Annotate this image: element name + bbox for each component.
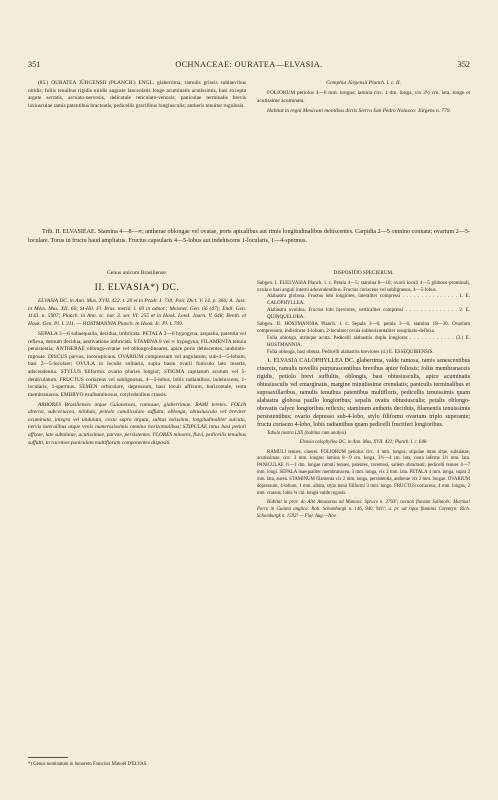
species-1-details: RAMULI tenues, cinerei. FOLIORUM petiolus circ. 4 mm. longus; stipulae intus sitae, subulatae, acutissimae, circ. 3 mm. longae; lamina 8—9 cm. longa, 3½—4 cm. lata, costa inferne 1½ mm. lata. PANICULAE ½—1 dm. longae ramuli tenues, patentes, racemosi, saltem obracteati; pedicelli tenues 4—7 mm. longi. SEPALA inaequaliter membranacea, 3 mm. longa, vix 2 mm. lata. PETALA 4 mm. longa, supra 2 mm. lata, aurea. STAMINUM filamenta vix 2 mm. longa, persistentia, antherae vix 2 mm. longae. OVARIUM depressum, 4-lobum, 1 mm. altum, stylo tenui filiformi 3 mm. longo. FRUCTUS coriaceus, 4 mm. longus, 2 mm. crassus, lobis ¾ cm. longis valde rugosis.: [257, 449, 470, 496]
running-title: OCHNACEAE: OURATEA—ELVASIA.: [175, 60, 323, 69]
key-entry: Alabastra globosa. Fructus lobi longiores, lateraliter compressi . . . . . . . . . . . . . . . 1. E. CALOPHYLLEA.: [267, 294, 470, 307]
page-number-left: 351: [28, 60, 41, 69]
habitat-text: Habitat in regni Mexicani montibus dictis Sierra San Pedro Nolasco: Jürgens n. 779.: [267, 107, 451, 114]
genus-description: SEPALA 3—6 subaequalia, decidua, imbricata. PETALA 3—6 hypogyna, aequalia, patentia vel reflexa, demum decidua, aestivatione imbricata. STAMINA 8 vel ∞ hypogyna; FILAMENTA tenuia persistentia; ANTHERAE oblongo-ovatae vel oblongo-lineares, apice poris dehiscentes, undulato-rugosae. DISCUS parvus, inconspicuus. OVARIUM compressum vel angulatum, sub-4—5-lobum, basi 2—5-loculare; OVULA in loculis solitaria, supra basin ovarii funiculo lato inserta, adscendentia. STYLUS filiformis ovario pluries longior; STIGMA capitatum acutum vel 5-denticulatum. FRUCTUS coriaceus vel sublignosus, 4—5-lobus, lobis radiantibus, indehiscens, 1-locularis, 1-spermus. SEMEN orbiculare, depressum, basi loculi affixum, horizontale, testa membranacea. EMBRYO exalbuminosus, cotyledonibus crassis.: [28, 330, 246, 398]
tribe-elvasieae: Trib. II. ELVASIEAE. Stamina 4—8—∞; antherae oblongae vel ovatae, poris apicalibus aut rimis longitudinalibus dehiscentes. Carpidia 2—5 omnino connata; ovarium 2—5-loculare. Torus in fructu haud ampliatus. Fructus capsularis 4—5-lobus aut indehiscens 1-locularis, 1—4-spermus.: [28, 229, 470, 244]
species-1-habitat: Habitat in prov. do Alto Amazonas ad Manaos: Spruce n. 2793!; necnon fluvium Solimoês: Martius! Porro in Guiana anglica: Rob. Schomburgk n. 146, 940, 941!; a. pr. ad ripas fluminis Corentyn: Rich. Schomburgk n. 1592! — Flor. Aug.—Nov.: [257, 500, 470, 520]
species-85-notes: [257, 80, 470, 118]
running-header: [28, 60, 470, 72]
genus-references: ELVASIA DC. in Ann. Mus. XVII. 422. t. 20 et in Prodr. I. 738; Poir. Dict. V. 14. p. 366; A. Juss. in Mém. Mus. XII. 60; St-Hil. Fl. Bras. merid. I. 69 in adnot.; Meisner. Gen. 66 (47); Endl. Gen. 1143. n. 5907; Planch. in Ann. sc. nat. 3. ser. VI. 255 et in Hook. Lond. Journ. V. 648; Benth. et Hook. Gen. Pl. I. 311. — HOSTMANNIA Planch. in Hook. Ic. Pl. t. 709.: [28, 298, 246, 327]
species-1-synonym: Elvasia calophyllea DC. in Ann. Mus. XVII. 422; Planch. l. c. 648.: [299, 440, 428, 446]
key-entry: Folia oblonga, basi obtusa. Pedicelli alabastris breviores (4.) E. ESSEQUIBENSIS.: [267, 349, 434, 355]
page-number-right: 352: [457, 60, 470, 69]
genus-heading: II. ELVASIA*) DC.: [94, 281, 180, 293]
footnote-rule: [28, 757, 68, 758]
tabula-note: Tabula nostra LXX (habitus cum analysi).: [267, 430, 348, 436]
genus-habit: ARBORES Brasilienses atque Guianenses, ramosae, glaberrimae. RAMI teretes. FOLIA alterna, subcoriacea, nitidula, petiolo canaliculato suffulta, oblonga, obtusiuscula vel breviter acuminata, integra vel undulata, costa supra arguta, subtus latissima, longitudinaliter sulcata, nervis lateralibus atque venis numerosissimis omnino horizontalibus; STIPULAE intus basi petioli affixae, late subulatae, acutissimae, parvae, persistentes. FLORES minores, flavi, pedicellis tenuibus suffulti, in racemos paniculam multifloram componentes dispositi.: [28, 401, 246, 446]
species-85-description: [28, 80, 246, 113]
species-key: [257, 281, 470, 357]
species-column: [257, 270, 470, 523]
foliorum-text: FOLIORUM petiolus 4—6 mm. longus; lamina circ. 1 dm. longa, vix 2½ cm. lata, longe et acutissime acuminata.: [257, 89, 470, 104]
footnote: *) Genus nominatum in honorem Francisci Manoël D'ELVAS.: [28, 762, 148, 767]
species-1-description: 1. ELVASIA CALOPHYLLEA DC. glaberrima, valde ramosa, ramis senescentibus cinereis, ramulis novellis purpurascentibus brevibus apice foliosis; foliis membranaceis rigidis, petiolo brevi suffultis, oblongis, basi obtusiusculis, apice acuminatis obtusiusculis vel emarginatis, margine minutissime crenulatis; paniculis terminalibus et supraaxillaribus, ramulis tenuibus patentibus multifloris, pedicellis tenuissimis quam alabastra globosa paullo longioribus; sepalis ovatis obtusiusculis; petalis oblongo-obovatis calyce longioribus reflexis; staminum antheris deciduis, filamentis tenuissimis persistentibus; ovario depresso sub-4-lobo, stylo filiformi ovarium triplo superante; fructu coriaceo 4-lobo, lobis radiantibus quam pedicelli fructiferi longioribus.: [257, 357, 470, 428]
dispositio-heading: DISPOSITIO SPECIERUM.: [333, 270, 394, 276]
synonym-gomphia: Gomphia Jürgensii Planch. l. c. II.: [326, 80, 401, 86]
genus-subtitle: Genus unicum Brasiliense:: [106, 270, 168, 276]
key-subgenus-2: Subgen. II. HOSTMANNIA Planch. l. c. Sepala 3—6; petala 3—6; stamina 18—30. Ovarium compressum, indistincte 4-lobum, 2-loculare; ovula subhorizontaliter resupinato-deflexa.: [257, 322, 470, 334]
key-subgenus-1: Subgen. I. EUELVASIA Planch. l. c. Petala 4—5; stamina 8—10; ovarii loculi 4—5 gibboso-prominuli, ovula e basi anguli interni adscendentibus. Fructus coriaceus vel sublignosus, 4—5-lobus.: [257, 280, 470, 293]
key-entry: Alabastra ovoidea. Fructus lobi breviores, verticaliter compressi . . . . . . . . . . . . . . 2. E. QUINQUELOBA.: [267, 308, 470, 321]
genus-column: [28, 270, 246, 450]
species-85-text: (85.) OURATEA JÜRGENSII (PLANCH.) ENGL. glaberrima, ramulis griseis sublaevibus nitidis; foliis tenuibus rigidis nitidis anguste lanceolatis longe acuminatis acutissimis, basi excepta argute serratis, arcuato-nervosis, delicatule reticulato-venosis; paniculae terminalis brevis laxiusculae ramis patentibus bracteatis, pedicellis gracilibus longiusculis; antheris tenuiter rugulosis.: [28, 80, 246, 109]
key-entry: Folia oblonga, utrinque acuta. Pedicelli alabastris duplo longiores . . . . . . . . . . . . (3.) E. HOSTMANNIA.: [267, 335, 470, 348]
